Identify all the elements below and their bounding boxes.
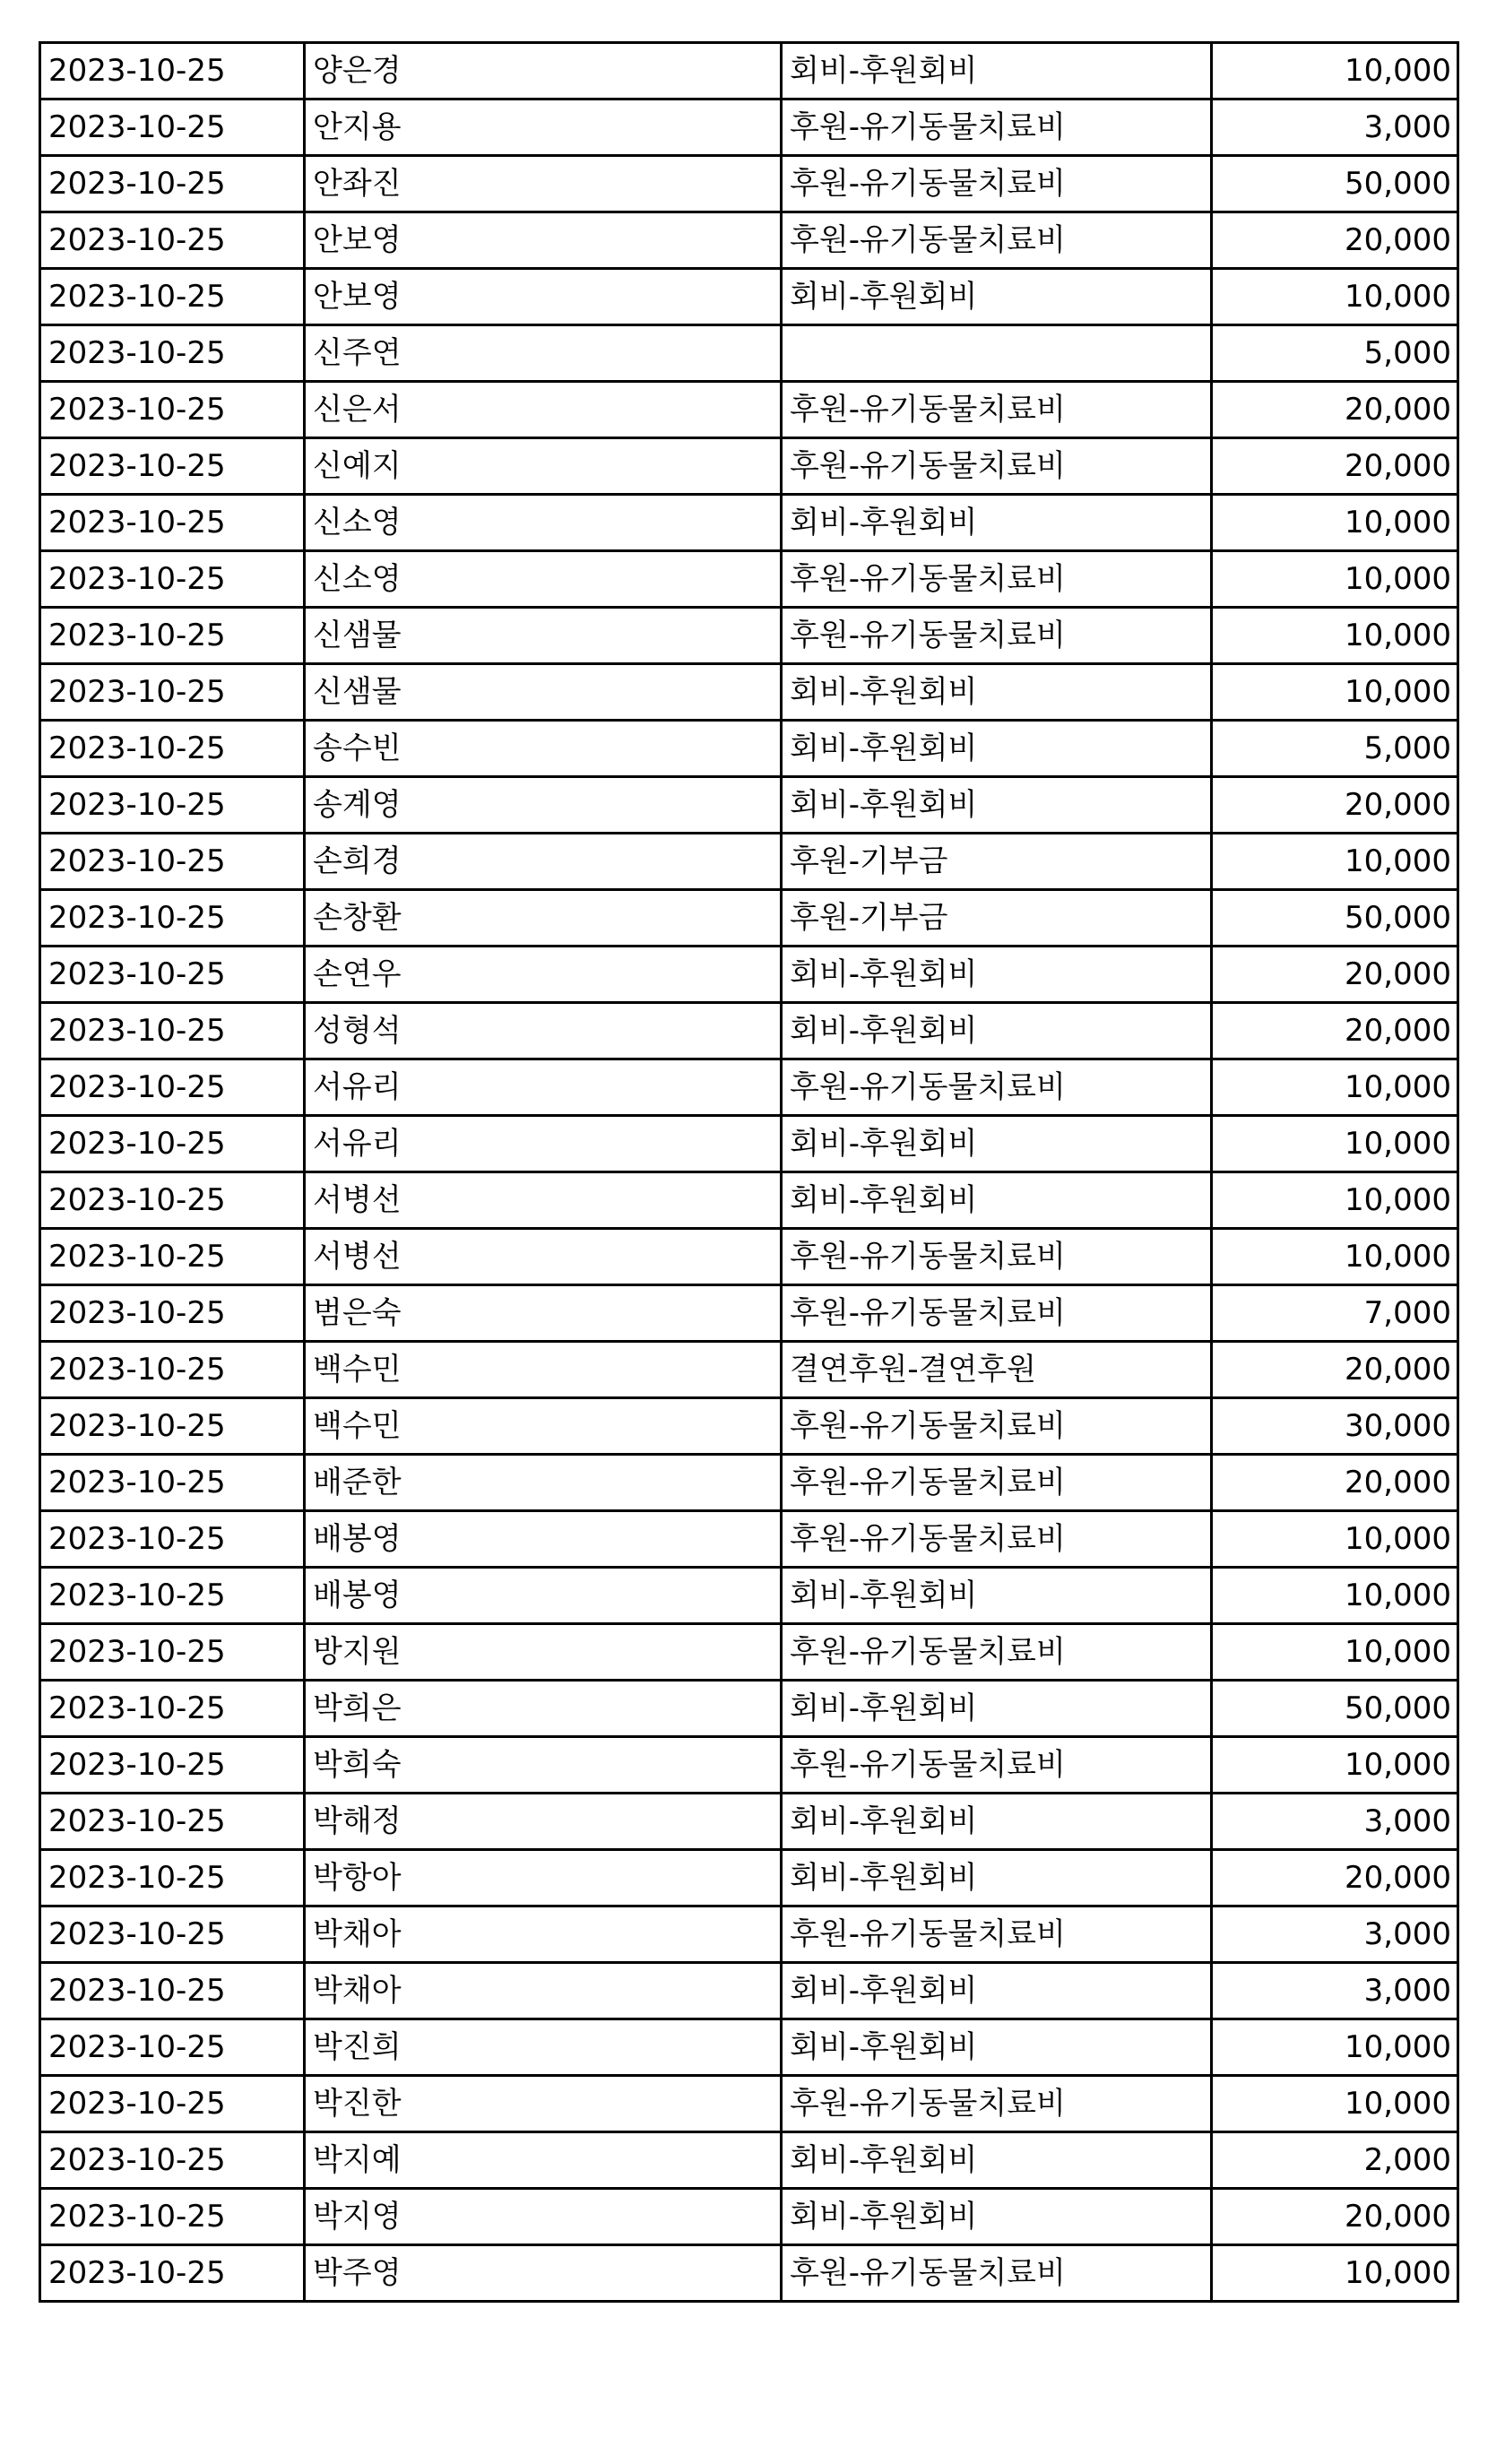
name-cell: 서유리 bbox=[305, 1116, 782, 1172]
amount-cell: 2,000 bbox=[1212, 2132, 1458, 2189]
amount-cell: 20,000 bbox=[1212, 1850, 1458, 1906]
table-row bbox=[40, 1285, 1458, 1342]
date-cell: 2023-10-25 bbox=[40, 1568, 305, 1624]
table-row bbox=[40, 269, 1458, 325]
table-row bbox=[40, 2189, 1458, 2245]
amount-cell: 20,000 bbox=[1212, 1003, 1458, 1059]
name-cell: 배준한 bbox=[305, 1455, 782, 1511]
table-row bbox=[40, 1850, 1458, 1906]
name-cell: 박희숙 bbox=[305, 1737, 782, 1794]
amount-cell: 50,000 bbox=[1212, 156, 1458, 212]
name-cell: 손창환 bbox=[305, 890, 782, 947]
category-cell: 후원-유기동물치료비 bbox=[782, 608, 1212, 664]
name-cell: 성형석 bbox=[305, 1003, 782, 1059]
table-row bbox=[40, 834, 1458, 890]
date-cell: 2023-10-25 bbox=[40, 834, 305, 890]
name-cell: 박희은 bbox=[305, 1681, 782, 1737]
table-row bbox=[40, 1116, 1458, 1172]
date-cell: 2023-10-25 bbox=[40, 1003, 305, 1059]
date-cell: 2023-10-25 bbox=[40, 1398, 305, 1455]
amount-cell: 10,000 bbox=[1212, 1568, 1458, 1624]
category-cell: 후원-유기동물치료비 bbox=[782, 1624, 1212, 1681]
date-cell: 2023-10-25 bbox=[40, 495, 305, 551]
category-cell: 회비-후원회비 bbox=[782, 1850, 1212, 1906]
date-cell: 2023-10-25 bbox=[40, 777, 305, 834]
table-row bbox=[40, 551, 1458, 608]
table-row bbox=[40, 212, 1458, 269]
amount-cell: 3,000 bbox=[1212, 1906, 1458, 1963]
category-cell: 후원-유기동물치료비 bbox=[782, 2076, 1212, 2132]
name-cell: 박지예 bbox=[305, 2132, 782, 2189]
table-row bbox=[40, 1229, 1458, 1285]
category-cell: 후원-유기동물치료비 bbox=[782, 156, 1212, 212]
date-cell: 2023-10-25 bbox=[40, 608, 305, 664]
category-cell: 회비-후원회비 bbox=[782, 777, 1212, 834]
date-cell: 2023-10-25 bbox=[40, 2132, 305, 2189]
name-cell: 범은숙 bbox=[305, 1285, 782, 1342]
name-cell: 신주연 bbox=[305, 325, 782, 382]
category-cell: 결연후원-결연후원 bbox=[782, 1342, 1212, 1398]
date-cell: 2023-10-25 bbox=[40, 551, 305, 608]
name-cell: 박지영 bbox=[305, 2189, 782, 2245]
table-row bbox=[40, 1172, 1458, 1229]
table-row bbox=[40, 99, 1458, 156]
amount-cell: 10,000 bbox=[1212, 2076, 1458, 2132]
date-cell: 2023-10-25 bbox=[40, 2019, 305, 2076]
table-row bbox=[40, 947, 1458, 1003]
amount-cell: 10,000 bbox=[1212, 1116, 1458, 1172]
amount-cell: 50,000 bbox=[1212, 890, 1458, 947]
date-cell: 2023-10-25 bbox=[40, 269, 305, 325]
table-row bbox=[40, 43, 1458, 99]
category-cell: 후원-유기동물치료비 bbox=[782, 1229, 1212, 1285]
date-cell: 2023-10-25 bbox=[40, 947, 305, 1003]
category-cell: 회비-후원회비 bbox=[782, 2189, 1212, 2245]
amount-cell: 10,000 bbox=[1212, 608, 1458, 664]
name-cell: 박항아 bbox=[305, 1850, 782, 1906]
date-cell: 2023-10-25 bbox=[40, 212, 305, 269]
date-cell: 2023-10-25 bbox=[40, 1906, 305, 1963]
name-cell: 방지원 bbox=[305, 1624, 782, 1681]
table-row bbox=[40, 1794, 1458, 1850]
date-cell: 2023-10-25 bbox=[40, 1455, 305, 1511]
table-row bbox=[40, 325, 1458, 382]
table-row bbox=[40, 1511, 1458, 1568]
name-cell: 신소영 bbox=[305, 495, 782, 551]
table-row bbox=[40, 2132, 1458, 2189]
category-cell: 후원-유기동물치료비 bbox=[782, 212, 1212, 269]
name-cell: 박진희 bbox=[305, 2019, 782, 2076]
amount-cell: 7,000 bbox=[1212, 1285, 1458, 1342]
category-cell: 회비-후원회비 bbox=[782, 1794, 1212, 1850]
category-cell: 후원-유기동물치료비 bbox=[782, 1285, 1212, 1342]
table-row bbox=[40, 1398, 1458, 1455]
name-cell: 백수민 bbox=[305, 1398, 782, 1455]
name-cell: 신예지 bbox=[305, 438, 782, 495]
date-cell: 2023-10-25 bbox=[40, 1511, 305, 1568]
category-cell: 회비-후원회비 bbox=[782, 2132, 1212, 2189]
amount-cell: 5,000 bbox=[1212, 721, 1458, 777]
amount-cell: 5,000 bbox=[1212, 325, 1458, 382]
amount-cell: 3,000 bbox=[1212, 1794, 1458, 1850]
category-cell: 회비-후원회비 bbox=[782, 495, 1212, 551]
category-cell: 회비-후원회비 bbox=[782, 1116, 1212, 1172]
category-cell: 후원-유기동물치료비 bbox=[782, 1398, 1212, 1455]
amount-cell: 10,000 bbox=[1212, 43, 1458, 99]
date-cell: 2023-10-25 bbox=[40, 325, 305, 382]
table-row bbox=[40, 664, 1458, 721]
date-cell: 2023-10-25 bbox=[40, 664, 305, 721]
date-cell: 2023-10-25 bbox=[40, 1059, 305, 1116]
category-cell: 후원-유기동물치료비 bbox=[782, 551, 1212, 608]
date-cell: 2023-10-25 bbox=[40, 1229, 305, 1285]
table-row bbox=[40, 890, 1458, 947]
table-row bbox=[40, 2245, 1458, 2302]
name-cell: 손연우 bbox=[305, 947, 782, 1003]
name-cell: 송수빈 bbox=[305, 721, 782, 777]
table-row bbox=[40, 1455, 1458, 1511]
amount-cell: 20,000 bbox=[1212, 438, 1458, 495]
amount-cell: 50,000 bbox=[1212, 1681, 1458, 1737]
amount-cell: 10,000 bbox=[1212, 664, 1458, 721]
date-cell: 2023-10-25 bbox=[40, 1963, 305, 2019]
table-row bbox=[40, 1342, 1458, 1398]
category-cell: 회비-후원회비 bbox=[782, 947, 1212, 1003]
table-row bbox=[40, 721, 1458, 777]
name-cell: 서병선 bbox=[305, 1172, 782, 1229]
name-cell: 안보영 bbox=[305, 269, 782, 325]
amount-cell: 10,000 bbox=[1212, 1059, 1458, 1116]
amount-cell: 10,000 bbox=[1212, 1737, 1458, 1794]
category-cell: 회비-후원회비 bbox=[782, 2019, 1212, 2076]
date-cell: 2023-10-25 bbox=[40, 1681, 305, 1737]
table-row bbox=[40, 1906, 1458, 1963]
date-cell: 2023-10-25 bbox=[40, 890, 305, 947]
amount-cell: 20,000 bbox=[1212, 212, 1458, 269]
date-cell: 2023-10-25 bbox=[40, 1737, 305, 1794]
amount-cell: 30,000 bbox=[1212, 1398, 1458, 1455]
date-cell: 2023-10-25 bbox=[40, 1116, 305, 1172]
category-cell: 후원-유기동물치료비 bbox=[782, 1511, 1212, 1568]
name-cell: 배봉영 bbox=[305, 1568, 782, 1624]
category-cell: 회비-후원회비 bbox=[782, 1681, 1212, 1737]
date-cell: 2023-10-25 bbox=[40, 99, 305, 156]
table-row bbox=[40, 495, 1458, 551]
name-cell: 박주영 bbox=[305, 2245, 782, 2302]
category-cell: 후원-유기동물치료비 bbox=[782, 1059, 1212, 1116]
table-row bbox=[40, 1963, 1458, 2019]
amount-cell: 20,000 bbox=[1212, 382, 1458, 438]
category-cell: 후원-기부금 bbox=[782, 890, 1212, 947]
name-cell: 박해정 bbox=[305, 1794, 782, 1850]
table-row bbox=[40, 1568, 1458, 1624]
date-cell: 2023-10-25 bbox=[40, 1624, 305, 1681]
date-cell: 2023-10-25 bbox=[40, 1172, 305, 1229]
table-row bbox=[40, 1003, 1458, 1059]
date-cell: 2023-10-25 bbox=[40, 382, 305, 438]
table-row bbox=[40, 1737, 1458, 1794]
category-cell: 회비-후원회비 bbox=[782, 664, 1212, 721]
category-cell bbox=[782, 325, 1212, 382]
name-cell: 서병선 bbox=[305, 1229, 782, 1285]
amount-cell: 10,000 bbox=[1212, 551, 1458, 608]
category-cell: 회비-후원회비 bbox=[782, 721, 1212, 777]
name-cell: 박채아 bbox=[305, 1963, 782, 2019]
amount-cell: 20,000 bbox=[1212, 1342, 1458, 1398]
amount-cell: 10,000 bbox=[1212, 2245, 1458, 2302]
name-cell: 박채아 bbox=[305, 1906, 782, 1963]
amount-cell: 3,000 bbox=[1212, 1963, 1458, 2019]
table-row bbox=[40, 1681, 1458, 1737]
category-cell: 후원-유기동물치료비 bbox=[782, 1737, 1212, 1794]
amount-cell: 20,000 bbox=[1212, 2189, 1458, 2245]
table-row bbox=[40, 777, 1458, 834]
date-cell: 2023-10-25 bbox=[40, 43, 305, 99]
table-row bbox=[40, 608, 1458, 664]
category-cell: 후원-유기동물치료비 bbox=[782, 2245, 1212, 2302]
category-cell: 회비-후원회비 bbox=[782, 1172, 1212, 1229]
amount-cell: 10,000 bbox=[1212, 834, 1458, 890]
name-cell: 안보영 bbox=[305, 212, 782, 269]
amount-cell: 10,000 bbox=[1212, 495, 1458, 551]
name-cell: 손희경 bbox=[305, 834, 782, 890]
date-cell: 2023-10-25 bbox=[40, 156, 305, 212]
amount-cell: 10,000 bbox=[1212, 2019, 1458, 2076]
ledger-body bbox=[40, 43, 1458, 2302]
category-cell: 후원-유기동물치료비 bbox=[782, 438, 1212, 495]
date-cell: 2023-10-25 bbox=[40, 2245, 305, 2302]
amount-cell: 3,000 bbox=[1212, 99, 1458, 156]
category-cell: 회비-후원회비 bbox=[782, 43, 1212, 99]
category-cell: 회비-후원회비 bbox=[782, 269, 1212, 325]
donation-ledger-table bbox=[39, 41, 1459, 2303]
amount-cell: 20,000 bbox=[1212, 1455, 1458, 1511]
name-cell: 박진한 bbox=[305, 2076, 782, 2132]
name-cell: 신은서 bbox=[305, 382, 782, 438]
table-row bbox=[40, 2076, 1458, 2132]
category-cell: 후원-유기동물치료비 bbox=[782, 382, 1212, 438]
name-cell: 양은경 bbox=[305, 43, 782, 99]
category-cell: 후원-유기동물치료비 bbox=[782, 1906, 1212, 1963]
category-cell: 회비-후원회비 bbox=[782, 1963, 1212, 2019]
amount-cell: 20,000 bbox=[1212, 947, 1458, 1003]
name-cell: 신샘물 bbox=[305, 608, 782, 664]
date-cell: 2023-10-25 bbox=[40, 2189, 305, 2245]
name-cell: 송계영 bbox=[305, 777, 782, 834]
date-cell: 2023-10-25 bbox=[40, 1342, 305, 1398]
table-row bbox=[40, 2019, 1458, 2076]
name-cell: 안좌진 bbox=[305, 156, 782, 212]
table-row bbox=[40, 156, 1458, 212]
date-cell: 2023-10-25 bbox=[40, 438, 305, 495]
amount-cell: 10,000 bbox=[1212, 1511, 1458, 1568]
name-cell: 서유리 bbox=[305, 1059, 782, 1116]
name-cell: 신소영 bbox=[305, 551, 782, 608]
category-cell: 회비-후원회비 bbox=[782, 1003, 1212, 1059]
name-cell: 신샘물 bbox=[305, 664, 782, 721]
amount-cell: 20,000 bbox=[1212, 777, 1458, 834]
category-cell: 후원-유기동물치료비 bbox=[782, 99, 1212, 156]
date-cell: 2023-10-25 bbox=[40, 2076, 305, 2132]
table-row bbox=[40, 438, 1458, 495]
amount-cell: 10,000 bbox=[1212, 1172, 1458, 1229]
date-cell: 2023-10-25 bbox=[40, 1285, 305, 1342]
category-cell: 회비-후원회비 bbox=[782, 1568, 1212, 1624]
name-cell: 배봉영 bbox=[305, 1511, 782, 1568]
date-cell: 2023-10-25 bbox=[40, 721, 305, 777]
table-row bbox=[40, 382, 1458, 438]
name-cell: 안지용 bbox=[305, 99, 782, 156]
date-cell: 2023-10-25 bbox=[40, 1850, 305, 1906]
category-cell: 후원-기부금 bbox=[782, 834, 1212, 890]
amount-cell: 10,000 bbox=[1212, 269, 1458, 325]
table-row bbox=[40, 1624, 1458, 1681]
date-cell: 2023-10-25 bbox=[40, 1794, 305, 1850]
name-cell: 백수민 bbox=[305, 1342, 782, 1398]
amount-cell: 10,000 bbox=[1212, 1229, 1458, 1285]
category-cell: 후원-유기동물치료비 bbox=[782, 1455, 1212, 1511]
table-row bbox=[40, 1059, 1458, 1116]
amount-cell: 10,000 bbox=[1212, 1624, 1458, 1681]
